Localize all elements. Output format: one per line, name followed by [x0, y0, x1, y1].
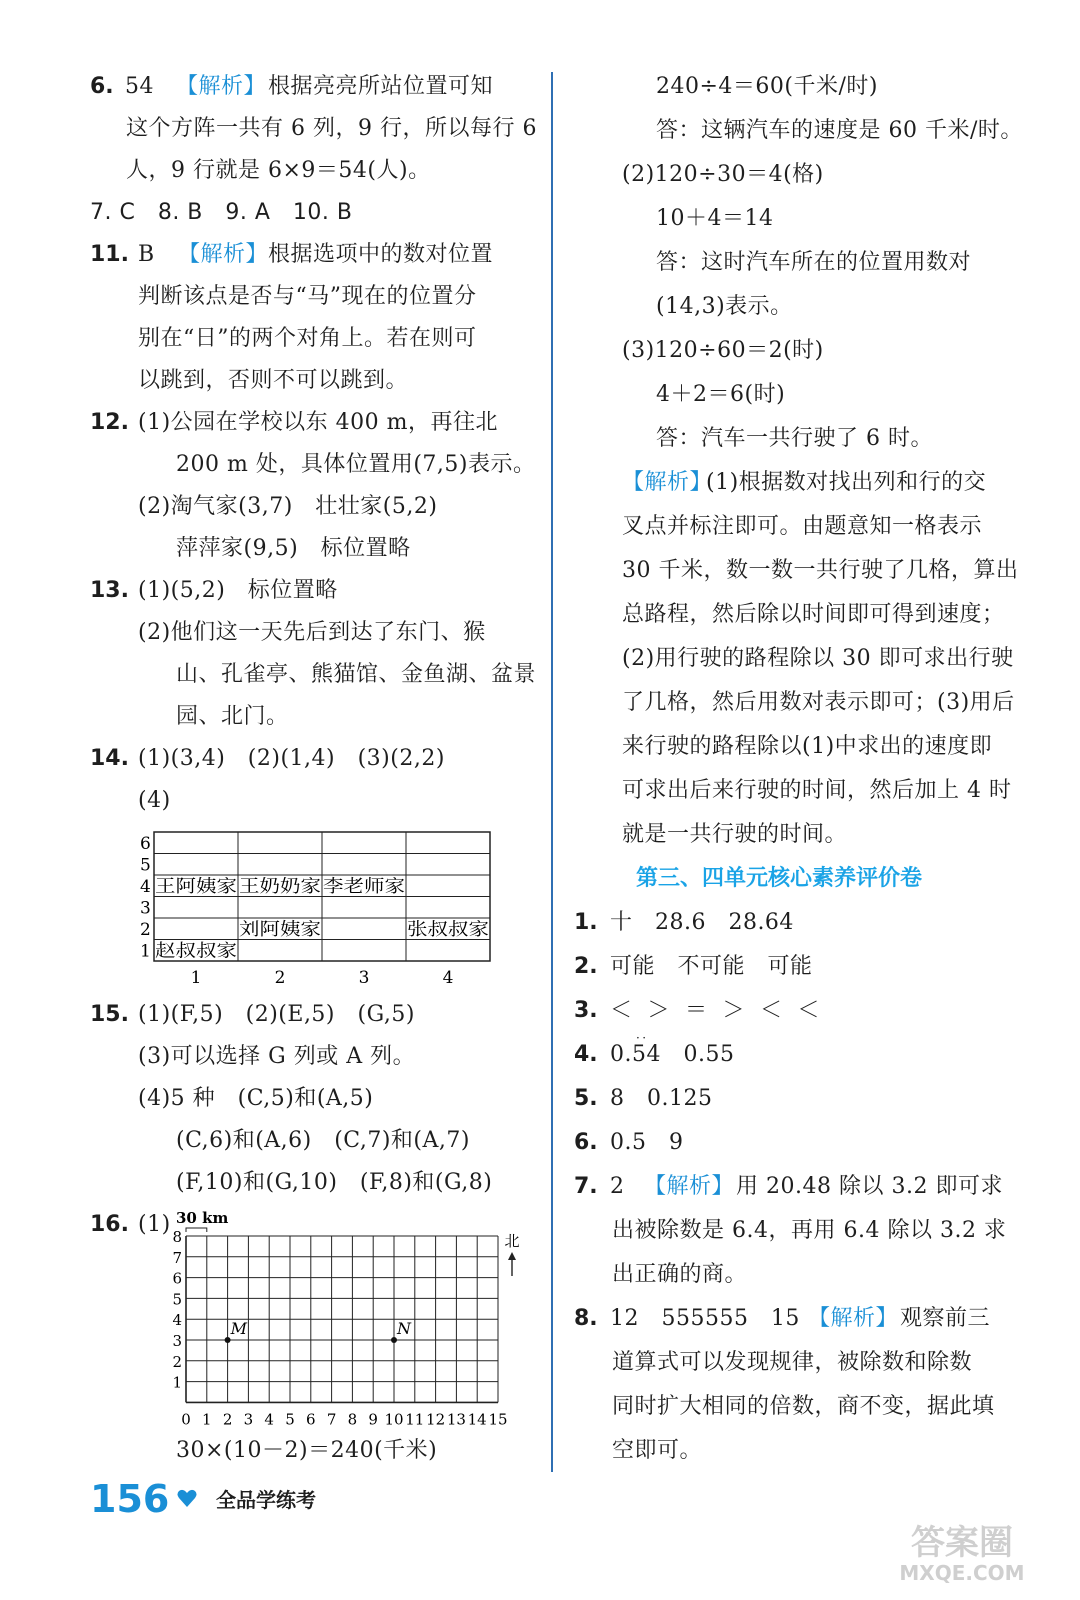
analysis-text: 用 20.48 除以 3.2 即可求 [736, 1174, 1003, 1199]
x-tick-label: 9 [368, 1410, 378, 1426]
x-tick-label: 11 [405, 1410, 425, 1426]
cell-label: 王奶奶家 [239, 877, 321, 897]
analysis-text: 30 千米，数一数一共行驶了几格，算出 [622, 558, 1019, 583]
analysis-tag: 【解析】 [176, 74, 267, 99]
analysis-text: 道算式可以发现规律，被除数和除数 [612, 1350, 973, 1375]
question-number: 15. [90, 1002, 129, 1027]
point-label: N [397, 1319, 411, 1338]
analysis-text: 出正确的商。 [612, 1262, 748, 1287]
watermark-url: MXQE.COM [899, 1561, 1025, 1585]
answer-text: (1)(3,4) (2)(1,4) (3)(2,2) [138, 746, 445, 771]
x-tick-label: 7 [326, 1410, 337, 1426]
x-tick-label: 10 [384, 1410, 404, 1426]
answers-7-10: 7. C 8. B 9. A 10. B [90, 200, 353, 225]
answer-text: 200 m 处，具体位置用(7,5)表示。 [176, 452, 536, 477]
x-tick-label: 12 [426, 1410, 446, 1426]
answer-text: 10＋4＝14 [656, 206, 774, 231]
scale-bracket [186, 1228, 207, 1232]
answer-text: 54 [125, 74, 154, 99]
cell-label: 李老师家 [323, 877, 393, 897]
watermark-logo [862, 1518, 1062, 1586]
column-label: 3 [358, 968, 370, 988]
answer-text: 240÷4＝60(千米/时) [656, 74, 878, 99]
answer-text: 答：汽车一共行驶了 6 时。 [656, 426, 933, 451]
analysis-text: 以跳到，否则不可以跳到。 [138, 368, 409, 393]
answer-text: 山、孔雀亭、熊猫馆、金鱼湖、盆景 [176, 662, 537, 687]
watermark-title: 答案圈 [911, 1523, 1013, 1563]
answer-text: (14,3)表示。 [656, 294, 793, 319]
row-label: 1 [140, 941, 151, 962]
question-number: 6. [90, 74, 114, 99]
y-tick-label: 3 [172, 1332, 182, 1350]
cell-label: 赵叔叔家 [155, 941, 237, 962]
x-tick-label: 0 [181, 1410, 191, 1426]
answer-text: B [138, 242, 155, 267]
answer-text: (1)公园在学校以东 400 m，再往北 [138, 410, 499, 435]
y-tick-label: 2 [172, 1352, 182, 1371]
x-tick-label: 8 [347, 1410, 358, 1426]
answer-text: (1)(5,2) 标位置略 [138, 578, 338, 603]
column-label: 1 [190, 968, 202, 988]
y-tick-label: 8 [172, 1228, 182, 1246]
calculation-text: 30×(10－2)＝240(千米) [176, 1438, 438, 1463]
answer-text: (2)他们这一天先后到达了东门、猴 [138, 620, 486, 645]
column-label: 4 [442, 968, 454, 988]
section-title: 第三、四单元核心素养评价卷 [636, 866, 923, 891]
answer-text: (C,6)和(A,6) (C,7)和(A,7) [176, 1128, 470, 1153]
brand-name: 全品学练考 [216, 1488, 316, 1512]
row-label: 5 [140, 855, 151, 876]
analysis-text: 判断该点是否与“马”现在的位置分 [138, 284, 477, 309]
answer-text: (2)淘气家(3,7) 壮壮家(5,2) [138, 494, 438, 519]
answer-text: 2 [610, 1174, 625, 1199]
question-number: 2. [574, 954, 598, 979]
analysis-text: 别在“日”的两个对角上。若在则可 [138, 326, 477, 351]
analysis-text: 来行驶的路程除以(1)中求出的速度即 [622, 734, 993, 759]
question-number: 7. [574, 1174, 598, 1199]
answer-text: (F,10)和(G,10) (F,8)和(G,8) [176, 1170, 493, 1195]
question-number: 3. [574, 998, 598, 1023]
answer-text: ＜ ＞ ＝ ＞ ＜ ＜ [610, 998, 820, 1023]
answer-text: 0.5 9 [610, 1130, 684, 1155]
y-tick-label: 7 [172, 1248, 182, 1267]
position-grid-q14 [138, 826, 498, 994]
question-number: 4. [574, 1042, 598, 1067]
question-number: 13. [90, 578, 129, 603]
answer-text: 园、北门。 [176, 704, 289, 729]
x-tick-label: 2 [222, 1410, 233, 1426]
answer-text: 十 28.6 28.64 [610, 910, 794, 935]
y-tick-label: 4 [172, 1311, 182, 1330]
x-tick-label: 14 [467, 1410, 487, 1426]
analysis-text: 观察前三 [900, 1306, 991, 1331]
analysis-text: 同时扩大相同的倍数，商不变，据此填 [612, 1394, 995, 1419]
analysis-tag: 【解析】 [178, 242, 269, 267]
question-number: 14. [90, 746, 129, 771]
question-number: 8. [574, 1306, 598, 1331]
x-tick-label: 6 [306, 1410, 316, 1426]
row-label: 2 [140, 920, 151, 940]
analysis-text: 根据亮亮所站位置可知 [268, 74, 494, 99]
y-tick-label: 5 [172, 1290, 182, 1309]
analysis-text: 就是一共行驶的时间。 [622, 822, 848, 847]
analysis-tag: 【解析】 [808, 1306, 899, 1331]
cell-label: 王阿姨家 [155, 877, 237, 897]
analysis-text: 根据选项中的数对位置 [268, 242, 494, 267]
answer-text: 12 555555 15 [610, 1306, 800, 1331]
analysis-text: 这个方阵一共有 6 列，9 行，所以每行 6 [126, 116, 537, 141]
page-number: 156 [90, 1477, 170, 1521]
answer-text: (4)5 种 (C,5)和(A,5) [138, 1086, 374, 1111]
repeating-decimal-dots: · · [636, 1031, 647, 1045]
answer-text: 答：这时汽车所在的位置用数对 [656, 250, 972, 275]
row-label: 4 [140, 877, 151, 897]
analysis-text: (1)根据数对找出列和行的交 [706, 470, 987, 495]
answer-text: (3)120÷60＝2(时) [622, 338, 824, 363]
answer-text: 0.54 0.55 [610, 1042, 735, 1067]
question-number: 5. [574, 1086, 598, 1111]
column-label: 2 [274, 968, 286, 988]
row-label: 6 [140, 834, 151, 854]
answer-text: 答：这辆汽车的速度是 60 千米/时。 [656, 118, 1023, 143]
analysis-text: 叉点并标注即可。由题意知一格表示 [622, 514, 983, 539]
answer-text: (1)(F,5) (2)(E,5) (G,5) [138, 1002, 415, 1027]
question-number: 11. [90, 242, 129, 267]
x-tick-label: 5 [285, 1410, 295, 1426]
row-label: 3 [140, 898, 151, 919]
analysis-text: 了几格，然后用数对表示即可；(3)用后 [622, 690, 1015, 715]
answer-text: (3)可以选择 G 列或 A 列。 [138, 1044, 416, 1069]
scale-label: 30 km [176, 1209, 229, 1227]
analysis-tag: 【解析】 [622, 470, 713, 495]
answer-text: (2)120÷30＝4(格) [622, 162, 824, 187]
x-tick-label: 13 [446, 1410, 466, 1426]
north-label: 北 [504, 1232, 520, 1250]
answer-text: (1) [138, 1212, 171, 1237]
answer-text: (4) [138, 788, 171, 813]
analysis-text: 总路程，然后除以时间即可得到速度； [622, 602, 1005, 627]
x-tick-label: 1 [202, 1410, 212, 1426]
analysis-text: 人，9 行就是 6×9＝54(人)。 [126, 158, 431, 183]
analysis-text: (2)用行驶的路程除以 30 即可求出行驶 [622, 646, 1014, 671]
analysis-text: 出被除数是 6.4，再用 6.4 除以 3.2 求 [612, 1218, 1007, 1243]
column-divider [551, 72, 553, 1472]
analysis-tag: 【解析】 [644, 1174, 735, 1199]
heart-icon [176, 1488, 198, 1510]
answer-text: 8 0.125 [610, 1086, 713, 1111]
route-grid-q16 [170, 1206, 530, 1426]
y-tick-label: 6 [172, 1269, 182, 1288]
analysis-text: 空即可。 [612, 1438, 703, 1463]
x-tick-label: 3 [243, 1410, 254, 1426]
y-tick-label: 1 [172, 1373, 182, 1392]
answer-text: 可能 不可能 可能 [610, 954, 813, 979]
cell-label: 刘阿姨家 [239, 920, 321, 940]
question-number: 1. [574, 910, 598, 935]
question-number: 12. [90, 410, 129, 435]
question-number: 6. [574, 1130, 598, 1155]
point-label: M [230, 1319, 247, 1338]
x-tick-label: 15 [488, 1410, 508, 1426]
north-arrow-icon [508, 1252, 516, 1260]
answer-text: 4＋2＝6(时) [656, 382, 786, 407]
x-tick-label: 4 [264, 1410, 274, 1426]
answer-text: 萍萍家(9,5) 标位置略 [176, 536, 411, 561]
analysis-text: 可求出后来行驶的时间，然后加上 4 时 [622, 778, 1012, 803]
cell-label: 张叔叔家 [407, 920, 489, 940]
question-number: 16. [90, 1212, 129, 1237]
